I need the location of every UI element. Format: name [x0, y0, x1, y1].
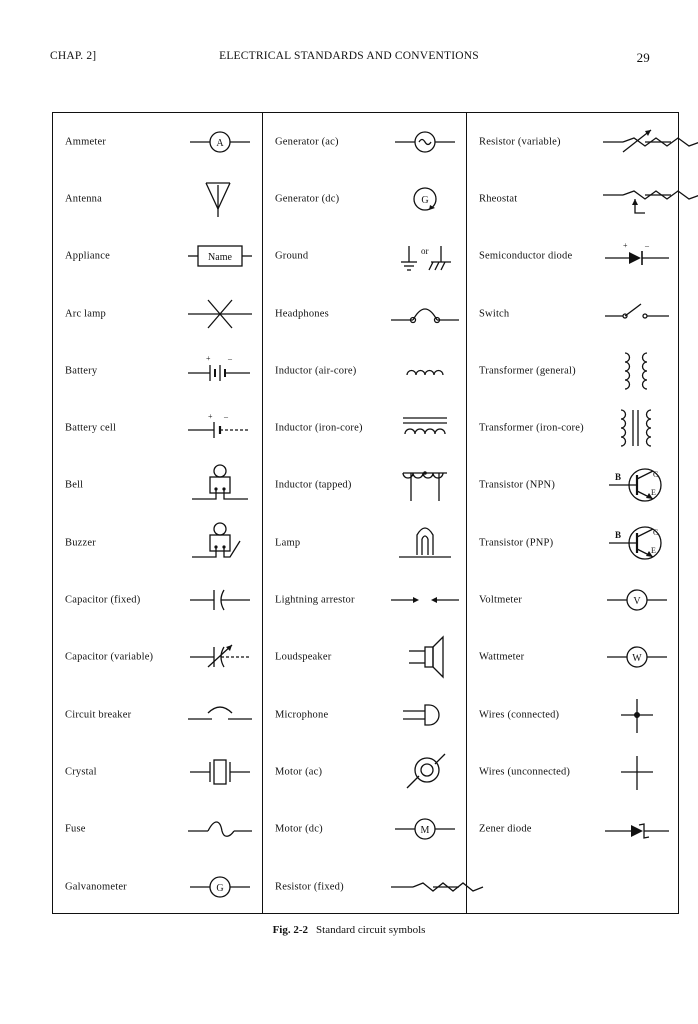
- wires-connected-icon: [601, 691, 673, 739]
- page-title: ELECTRICAL STANDARDS AND CONVENTIONS: [219, 50, 479, 62]
- symbol-label: Headphones: [275, 308, 329, 320]
- symbol-label: Lamp: [275, 537, 301, 549]
- symbol-label: Wattmeter: [479, 651, 525, 663]
- capacitor-variable-icon: [184, 633, 256, 681]
- symbols-column-1: [53, 113, 262, 913]
- svg-text:–: –: [228, 353, 232, 363]
- symbol-label: Wires (connected): [479, 709, 560, 721]
- symbol-row-crystal: [53, 743, 262, 800]
- transistor-pnp-icon: [601, 519, 673, 567]
- symbol-row-rheostat: [467, 170, 679, 227]
- symbol-row-inductor-tapped: [263, 457, 467, 514]
- symbol-row-microphone: [263, 686, 467, 743]
- ammeter-icon: [184, 118, 256, 166]
- symbol-label: Wires (unconnected): [479, 766, 571, 778]
- symbol-row-transformer-iron-core: [467, 400, 679, 457]
- resistor-fixed-icon: [389, 863, 461, 911]
- figure-number: Fig. 2-2: [272, 924, 309, 936]
- switch-icon: [601, 290, 673, 338]
- headphones-icon: [389, 290, 461, 338]
- symbol-row-inductor-iron-core: [263, 400, 467, 457]
- symbols-table: [52, 112, 679, 914]
- figure-caption-text: Standard circuit symbols: [316, 924, 426, 936]
- symbol-label: Transformer (iron-core): [479, 422, 584, 434]
- page-number: 29: [636, 50, 650, 65]
- symbol-label: Voltmeter: [479, 594, 523, 606]
- symbol-row-inductor-air-core: [263, 342, 467, 399]
- symbol-row-antenna: [53, 170, 262, 227]
- svg-text:V: V: [633, 596, 641, 608]
- wires-unconnected-icon: [601, 748, 673, 796]
- symbol-label: Ground: [275, 250, 309, 262]
- symbol-label: Motor (dc): [275, 823, 323, 835]
- svg-text:B: B: [615, 529, 622, 540]
- symbol-label: Switch: [479, 308, 510, 320]
- symbol-row-resistor-variable: [467, 113, 679, 170]
- symbol-row-generator-ac: [263, 113, 467, 170]
- svg-text:E: E: [651, 545, 656, 555]
- ground-icon: [389, 232, 461, 280]
- symbol-label: Ammeter: [65, 136, 107, 148]
- symbol-row-transformer-general: [467, 342, 679, 399]
- symbol-label: Buzzer: [65, 537, 96, 549]
- buzzer-icon: [184, 519, 256, 567]
- capacitor-fixed-icon: [184, 576, 256, 624]
- svg-text:A: A: [216, 137, 224, 149]
- svg-text:or: or: [421, 246, 429, 257]
- symbol-label: Appliance: [65, 250, 110, 262]
- symbol-label: Resistor (fixed): [275, 881, 344, 893]
- symbol-row-circuit-breaker: [53, 686, 262, 743]
- bell-icon: [184, 461, 256, 509]
- symbol-row-motor-ac: [263, 743, 467, 800]
- symbol-row-transistor-npn: [467, 457, 679, 514]
- symbol-row-wires-unconnected: [467, 743, 679, 800]
- symbol-label: Inductor (iron-core): [275, 422, 363, 434]
- symbol-label: Rheostat: [479, 193, 518, 205]
- inductor-tapped-icon: [389, 461, 461, 509]
- svg-text:E: E: [651, 488, 656, 498]
- symbol-label: Arc lamp: [65, 308, 106, 320]
- symbol-label: Bell: [65, 479, 84, 491]
- symbol-row-headphones: [263, 285, 467, 342]
- symbol-row-ammeter: [53, 113, 262, 170]
- symbol-row-voltmeter: [467, 571, 679, 628]
- symbol-label: Inductor (tapped): [275, 479, 352, 491]
- svg-text:–: –: [224, 412, 228, 422]
- symbol-label: Fuse: [65, 823, 86, 835]
- symbol-row-capacitor-variable: [53, 629, 262, 686]
- symbol-label: Resistor (variable): [479, 136, 561, 148]
- symbol-label: Inductor (air-core): [275, 365, 357, 377]
- resistor-variable-icon: [601, 118, 673, 166]
- symbol-label: Motor (ac): [275, 766, 323, 778]
- symbol-row-switch: [467, 285, 679, 342]
- symbol-label: Galvanometer: [65, 881, 127, 893]
- lightning-arrestor-icon: [389, 576, 461, 624]
- symbol-row-buzzer: [53, 514, 262, 571]
- loudspeaker-icon: [389, 633, 461, 681]
- symbol-row-transistor-pnp: [467, 514, 679, 571]
- symbol-label: Microphone: [275, 709, 329, 721]
- svg-text:C: C: [653, 527, 659, 537]
- battery-icon: [184, 347, 256, 395]
- symbol-row-wattmeter: [467, 629, 679, 686]
- svg-text:B: B: [615, 472, 622, 483]
- symbol-row-capacitor-fixed: [53, 571, 262, 628]
- svg-text:G: G: [421, 194, 429, 206]
- transformer-iron-core-icon: [601, 404, 673, 452]
- circuit-breaker-icon: [184, 691, 256, 739]
- symbol-row-bell: [53, 457, 262, 514]
- svg-text:–: –: [645, 241, 649, 251]
- symbol-label: Capacitor (fixed): [65, 594, 141, 606]
- wattmeter-icon: [601, 633, 673, 681]
- symbol-row-lamp: [263, 514, 467, 571]
- zener-diode-icon: [601, 805, 673, 853]
- inductor-iron-core-icon: [389, 404, 461, 452]
- symbol-row-motor-dc: [263, 801, 467, 858]
- appliance-icon: [184, 232, 256, 280]
- symbol-label: Generator (dc): [275, 193, 340, 205]
- symbol-label: Transistor (NPN): [479, 479, 556, 491]
- semiconductor-diode-icon: [601, 232, 673, 280]
- transistor-npn-icon: [601, 461, 673, 509]
- symbol-label: Battery cell: [65, 422, 117, 434]
- symbol-row-ground: [263, 228, 467, 285]
- svg-text:Name: Name: [208, 252, 232, 264]
- symbol-label: Transistor (PNP): [479, 537, 554, 549]
- svg-text:+: +: [623, 241, 628, 251]
- transformer-general-icon: [601, 347, 673, 395]
- symbol-row-generator-dc: [263, 170, 467, 227]
- galvanometer-icon: [184, 863, 256, 911]
- microphone-icon: [389, 691, 461, 739]
- symbol-row-lightning-arrestor: [263, 571, 467, 628]
- symbol-row-battery: [53, 342, 262, 399]
- svg-text:+: +: [208, 412, 213, 422]
- lamp-icon: [389, 519, 461, 567]
- symbol-row-galvanometer: [53, 858, 262, 915]
- svg-text:G: G: [216, 882, 224, 894]
- voltmeter-icon: [601, 576, 673, 624]
- symbol-label: Zener diode: [479, 823, 532, 835]
- symbol-label: Generator (ac): [275, 136, 339, 148]
- symbol-row-semiconductor-diode: [467, 228, 679, 285]
- symbol-row-zener-diode: [467, 801, 679, 858]
- symbol-row-battery-cell: [53, 400, 262, 457]
- generator-ac-icon: [389, 118, 461, 166]
- symbol-row-loudspeaker: [263, 629, 467, 686]
- svg-text:C: C: [653, 470, 659, 480]
- symbol-label: Transformer (general): [479, 365, 576, 377]
- symbol-row-resistor-fixed: [263, 858, 467, 915]
- svg-text:M: M: [420, 825, 430, 837]
- symbol-label: Lightning arrestor: [275, 594, 355, 606]
- symbols-column-2: [262, 113, 467, 913]
- rheostat-icon: [601, 175, 673, 223]
- symbol-label: Antenna: [65, 193, 102, 205]
- antenna-icon: [184, 175, 256, 223]
- chapter-label: CHAP. 2]: [50, 50, 97, 62]
- symbol-row-fuse: [53, 801, 262, 858]
- fuse-icon: [184, 805, 256, 853]
- symbol-label: Crystal: [65, 766, 97, 778]
- symbol-label: Capacitor (variable): [65, 651, 154, 663]
- motor-ac-icon: [389, 748, 461, 796]
- svg-text:+: +: [206, 353, 211, 363]
- battery-cell-icon: [184, 404, 256, 452]
- arc-lamp-icon: [184, 290, 256, 338]
- symbol-label: Semiconductor diode: [479, 250, 573, 262]
- generator-dc-icon: [389, 175, 461, 223]
- symbol-row-wires-connected: [467, 686, 679, 743]
- symbol-label: Loudspeaker: [275, 651, 332, 663]
- symbol-label: Battery: [65, 365, 98, 377]
- figure-caption: [0, 924, 698, 936]
- svg-text:W: W: [632, 653, 642, 665]
- inductor-air-core-icon: [389, 347, 461, 395]
- symbol-label: Circuit breaker: [65, 709, 132, 721]
- motor-dc-icon: [389, 805, 461, 853]
- crystal-icon: [184, 748, 256, 796]
- symbol-row-arc-lamp: [53, 285, 262, 342]
- symbol-row-appliance: [53, 228, 262, 285]
- symbols-column-3: [466, 113, 679, 913]
